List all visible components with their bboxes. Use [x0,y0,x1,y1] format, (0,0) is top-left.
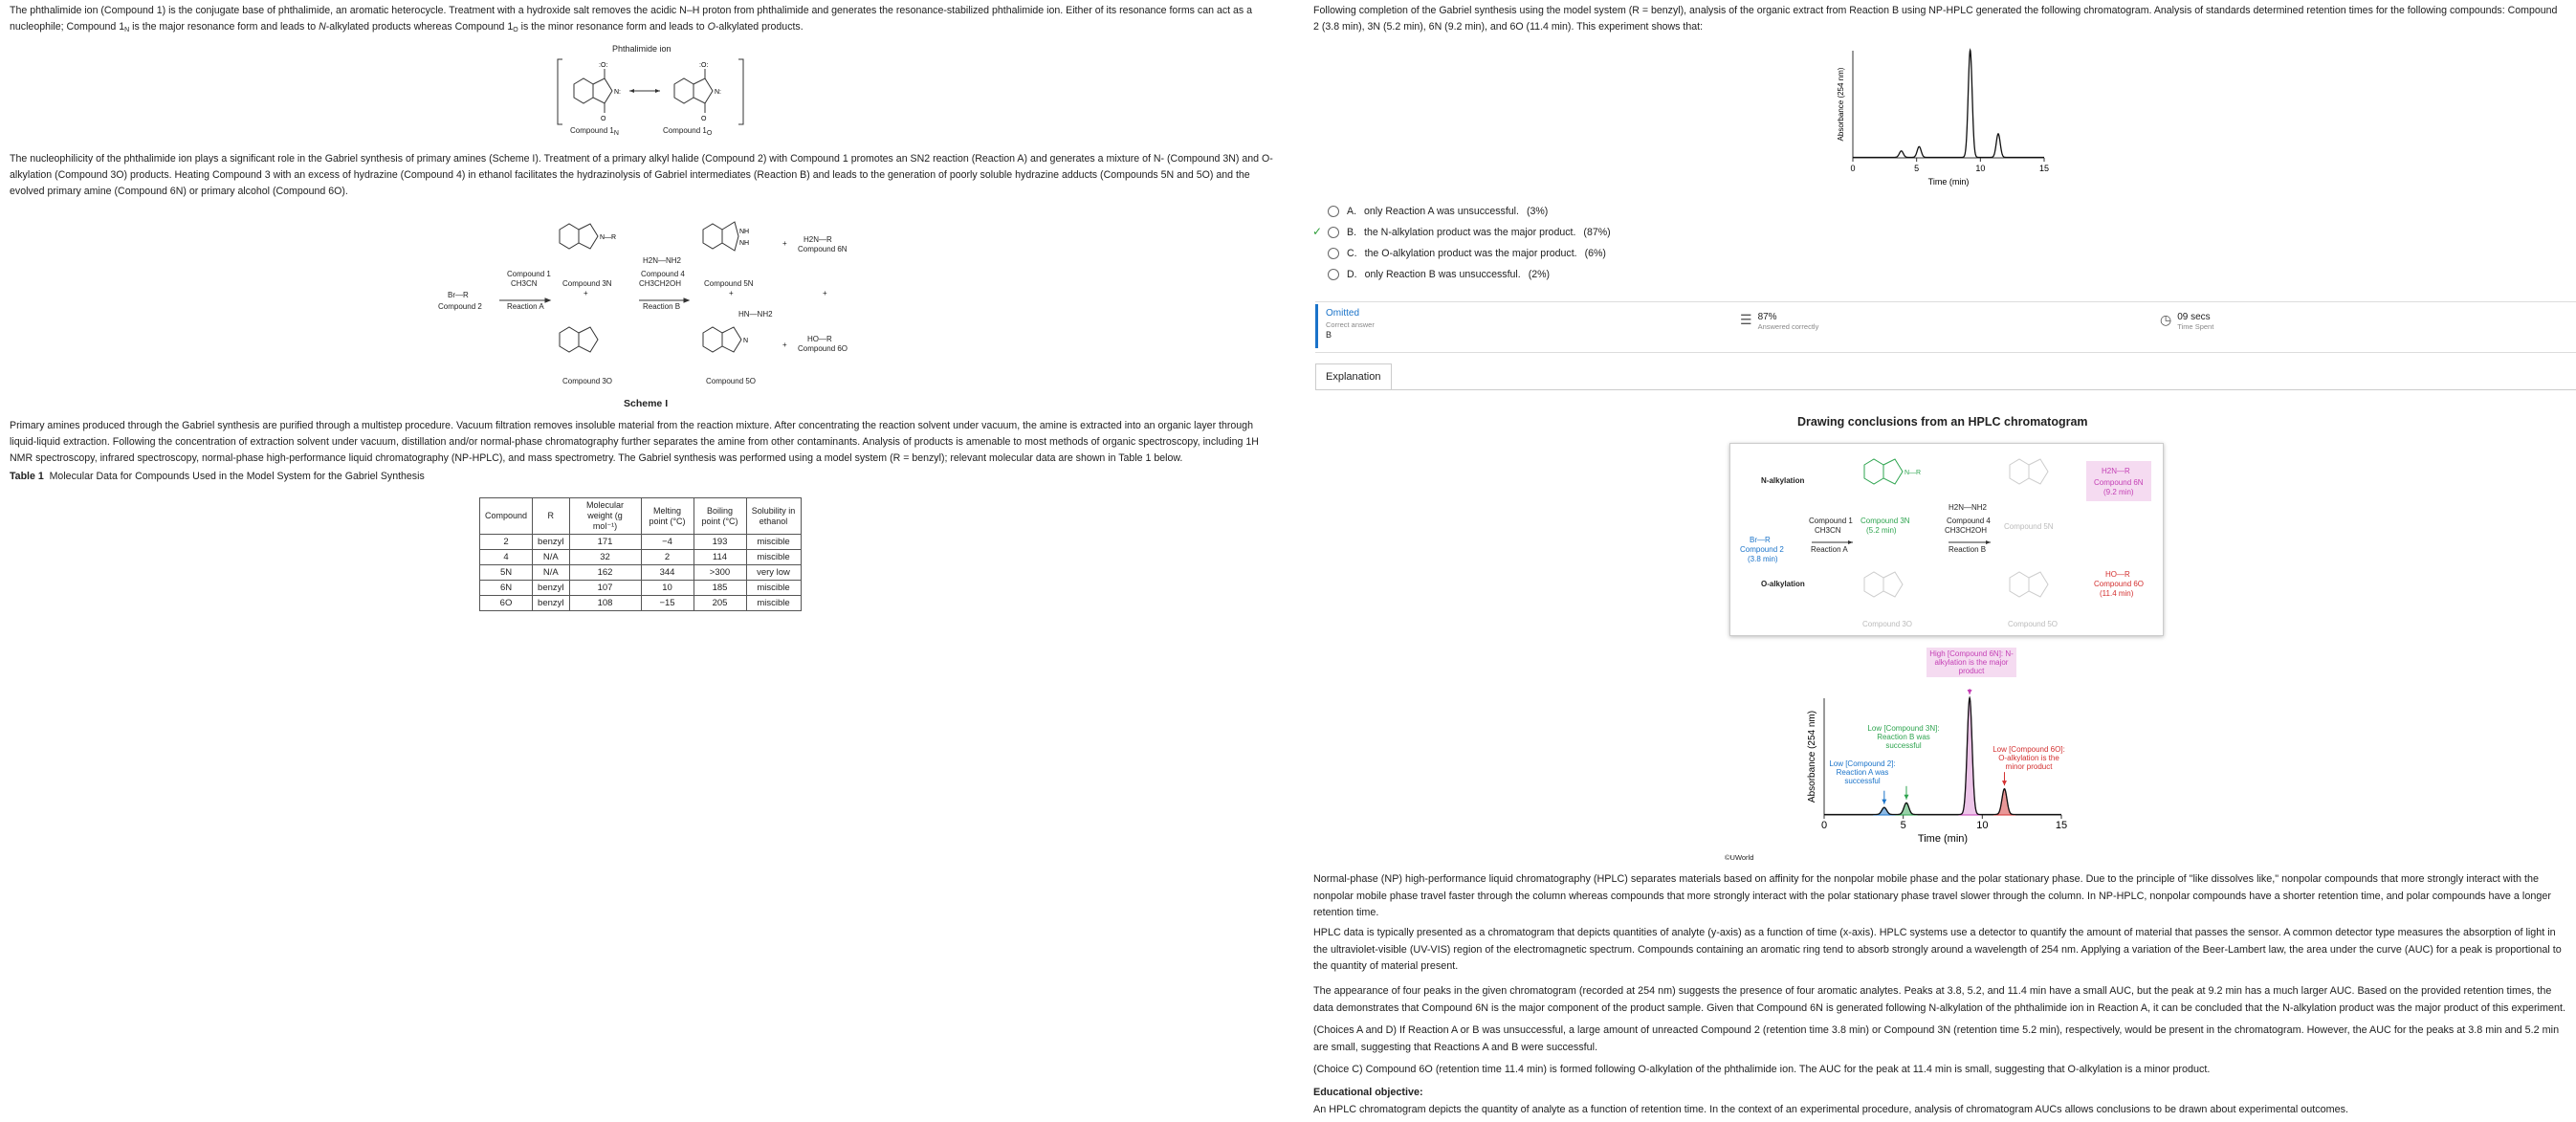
stats-bar [1315,301,2576,353]
o-alkylation-label: O-alkylation [1761,580,1805,588]
svg-text:N—R: N—R [1904,470,1922,476]
compound-1o-label: Compound 1O [663,126,713,137]
x-tick-label: 0 [1820,820,1828,831]
scheme-compound-6o: Compound 6O [798,344,848,353]
peak-arrowhead [1882,800,1886,804]
choice-c-radio[interactable] [1328,248,1339,259]
choice-c[interactable]: C. the O-alkylation product was the major product. (6%) [1328,248,1606,259]
explanation-choices-a-d: (Choices A and D) If Reaction A or B was unsuccessful, a large amount of unreacted Compound 2 (retention time 3.8 min) or Compound 3N (retention time 5.2 min), respectively, would be present in the chromatogram. However, the AUC for the peaks at 3.8 min and 5.2 min are small, suggesting that Reactions A and B were successful. [1313,1024,2560,1053]
svg-text::O:: :O: [599,62,608,69]
copyright: ©UWorld [1725,853,1754,862]
scheme-1 [430,201,880,392]
explanation-chromatogram [1798,689,2076,861]
peak-area [1993,789,2015,815]
peak-arrowhead [2002,781,2007,785]
scheme-compound-3n: Compound 3N [562,279,612,288]
choice-a-radio[interactable] [1328,206,1339,217]
scheme-plus-5: + [823,289,827,297]
figure-title: Drawing conclusions from an HPLC chromatogram [1797,415,2088,429]
table-header: Molecular weight (g mol⁻¹) [569,498,641,535]
question-stem: Following completion of the Gabriel synthesis using the model system (R = benzyl), analysis of the organic extract from Reaction B using NP-HPLC generated the following chromatogram. Analysis of standards determined retention times for the following compounds: Compound 2 (3.8 min), 3N (5.2 min), 6N (9.2 min), and 6O (11.4 min). This experiment shows that: [1313,5,2558,33]
x-tick-label: 10 [1976,820,1989,831]
fig-compound-4: Compound 4 [1947,517,1991,525]
callout-low-3n: Low [Compound 3N]: Reaction B was successful [1867,724,1940,750]
fig-compound-5n: Compound 5N [2004,522,2054,531]
fig-ethanol: CH3CH2OH [1945,526,1988,535]
table-row: 6N benzyl 107 10 185 miscible [480,581,802,596]
scheme-compound-6n: Compound 6N [798,245,848,253]
choice-b-radio[interactable] [1328,227,1339,238]
omitted-status: Omitted Correct answer B [1315,304,1375,348]
fig-compound-3o: Compound 3O [1862,620,1913,628]
x-axis-label: Time (min) [1927,177,1970,187]
fig-ch3cn: CH3CN [1815,526,1841,535]
explanation-paragraph-2: HPLC data is typically presented as a chromatogram that depicts quantities of analyte (y-axis) as a function of time (x-axis). HPLC systems use a detector to quantify the amount of material that passes the sensor. A common detector type measures the absorption of light in the ultraviolet-visible (UV-VIS) region of the electromagnetic spectrum. Compounds containing an aromatic ring tend to absorb strongly around a wavelength of 254 nm. Applying a variation of the Beer-Lambert law, the area under the curve (AUC) for a peak is proportional to the quantity of material present. [1313,927,2562,972]
scheme-compound-1: Compound 1 [507,270,551,278]
phthalimide-resonance-figure [555,55,746,130]
molecular-data-table [479,497,802,611]
fig-compound-6o-rt: (11.4 min) [2100,589,2134,598]
fig-h2nr: H2N—R [2102,467,2130,475]
scheme-reaction-a: Reaction A [507,302,544,311]
explanation-choice-c: (Choice C) Compound 6O (retention time 11.4 min) is formed following O-alkylation of the phthalimide ion. The AUC for the peak at 11.4 min is small, suggesting that O-alkylation is a minor product. [1313,1064,2211,1075]
compound-1n-label: Compound 1N [570,126,619,137]
explanation-scheme-drawing [1730,444,2163,635]
tab-divider [1315,389,2576,390]
svg-text:O: O [601,116,606,122]
chromatogram-trace [1824,698,2061,815]
phthalimide-title: Phthalimide ion [612,44,672,54]
table-header: Boiling point (°C) [694,498,746,535]
x-tick-label: 15 [2038,164,2050,173]
percent-correct: ☰ 87% Answered correctly [1740,312,1819,331]
scheme-compound-2: Compound 2 [438,302,482,311]
clock-icon: ◷ [2160,312,2172,327]
choice-d[interactable]: D. only Reaction B was unsuccessful. (2%) [1328,269,1550,280]
scheme-br-r: Br—R [448,291,469,299]
scheme-1-drawing [430,201,880,392]
explanation-paragraph-3: The appearance of four peaks in the given chromatogram (recorded at 254 nm) suggests the presence of four aromatic analytes. Peaks at 3.8, 5.2, and 11.4 min have a small AUC, but the peak at 9.2 min has a much larger AUC. Based on the provided retention times, the data demonstrates that Compound 6N is the major component of the product sample. Given that Compound 6N is generated following N-alkylation of the phthalimide ion in Reaction A, it can be concluded that the N-alkylation product was the major product of this experiment. [1313,985,2565,1014]
table-header: Compound [480,498,533,535]
tab-explanation[interactable]: Explanation [1315,363,1392,389]
fig-compound-6n: Compound 6N [2094,478,2144,487]
fig-reaction-b: Reaction B [1949,545,1987,554]
table-header: Solubility in ethanol [746,498,801,535]
scheme-compound-3o: Compound 3O [562,377,613,385]
scheme-h2nr: H2N—R [804,235,832,244]
explanation-paragraph-1: Normal-phase (NP) high-performance liquid chromatography (HPLC) separates materials based on affinity for the nonpolar mobile phase and the polar stationary phase. Due to the principle of "like dissolves like," nonpolar compounds that more strongly interact with the nonpolar mobile phase travel faster through the column whereas compounds that more strongly interact with the polar stationary phase travel slower through the column. In NP-HPLC, nonpolar compounds have a shorter retention time, and polar compounds have a longer retention time. [1313,873,2551,918]
passage-intro: The phthalimide ion (Compound 1) is the conjugate base of phthalimide, an aromatic heterocycle. Treatment with a hydroxide salt removes the acidic N–H proton from phthalimide and generates the resonance-stabilized phthalimide ion. Either of its resonance forms can act as a nucleophile; Compound $1_N$ is the major resonance form and leads to N-alkylated products whereas Compound $1_O$ is the minor resonance form and leads to O-alkylated products. [10,5,1253,33]
choice-d-radio[interactable] [1328,269,1339,280]
scheme-compound-4: Compound 4 [641,270,685,278]
choice-a[interactable]: A. only Reaction A was unsuccessful. (3%) [1328,206,1548,217]
n-alkylation-label: N-alkylation [1761,476,1805,485]
scheme-ch3cn: CH3CN [511,279,538,288]
peak-arrowhead [1968,690,1972,694]
svg-text:N—R: N—R [600,234,617,241]
fig-compound-1: Compound 1 [1809,517,1853,525]
y-axis-label: Absorbance (254 nm) [1837,67,1845,142]
bar-chart-icon: ☰ [1740,312,1752,327]
question-chromatogram [1822,43,2061,187]
callout-high-6n: High [Compound 6N]: N-alkylation is the major product [1926,648,2016,677]
fig-compound-3n: Compound 3N [1860,517,1910,525]
choice-b[interactable]: ✓ B. the N-alkylation product was the major product. (87%) [1312,225,1611,238]
passage-paragraph-2: The nucleophilicity of the phthalimide ion plays a significant role in the Gabriel synthesis of primary amines (Scheme I). Treatment of a primary alkyl halide (Compound 2) with Compound 1 promotes an SN2 reaction (Reaction A) and generates a mixture of N- (Compound 3N) and O-alkylation (Compound 3O) products. Heating Compound 3 with an excess of hydrazine (Compound 4) in ethanol facilitates the hydrazinolysis of Gabriel intermediates (Reaction B) and leads to the generation of poorly soluble hydrazine adducts (Compounds 5N and 5O) and the evolved primary amine (Compound 6N) or primary alcohol (Compound 6O). [10,153,1273,197]
scheme-hydrazine: H2N—NH2 [643,256,682,265]
educational-objective-title: Educational objective: [1313,1087,1423,1098]
table-row: 4 N/A 32 2 114 miscible [480,550,802,565]
table-row: 6O benzyl 108 −15 205 miscible [480,596,802,611]
chromatogram-trace [1853,51,2044,158]
fig-hydrazine: H2N—NH2 [1949,503,1988,512]
educational-objective: An HPLC chromatogram depicts the quantity of analyte as a function of retention time. In the context of an experimental procedure, analysis of chromatogram AUCs allows conclusions to be drawn about experimental outcomes. [1313,1104,2349,1115]
fig-compound-6n-rt: (9.2 min) [2103,488,2134,496]
scheme-plus-2: + [782,341,787,349]
fig-reaction-a: Reaction A [1811,545,1848,554]
callout-low-2: Low [Compound 2]: Reaction A was successful [1829,759,1896,785]
svg-text:O: O [701,116,707,122]
table-header: R [533,498,569,535]
x-tick-label: 10 [1975,164,1986,173]
fig-compound-2: Compound 2 [1740,545,1784,554]
passage-paragraph-3: Primary amines produced through the Gabriel synthesis are purified through a multistep procedure. Vacuum filtration removes insoluble material from the reaction mixture. After concentrating the reaction solvent under vacuum, the amine is extracted into an organic layer through liquid-liquid extraction. Following the concentration of extraction solvent under vacuum, distillation and/or normal-phase chromatography further separates the amine from other contaminants. Analysis of products is amenable to most methods of organic spectroscopy, including 1H NMR spectroscopy, infrared spectroscopy, normal-phase high-performance liquid chromatography (NP-HPLC), and mass spectrometry. The Gabriel synthesis was performed using a model system (R = benzyl); relevant molecular data are shown in Table 1 below. [10,420,1259,464]
scheme-hn-nh2: HN—NH2 [738,310,773,319]
x-tick-label: 0 [1850,164,1856,173]
x-tick-label: 15 [2055,820,2068,831]
table-header-row [480,498,802,535]
svg-text::O:: :O: [699,62,709,69]
scheme-plus-1: + [782,239,787,248]
peak-area [1895,803,1917,815]
scheme-reaction-b: Reaction B [643,302,681,311]
scheme-compound-5o: Compound 5O [706,377,757,385]
svg-text:N:: N: [715,89,721,96]
scheme-plus-4: + [729,289,734,297]
svg-text:NH: NH [739,229,750,235]
x-tick-label: 5 [1900,820,1906,831]
x-tick-label: 5 [1914,164,1920,173]
fig-compound-3n-rt: (5.2 min) [1866,526,1897,535]
svg-text:NH: NH [739,240,750,247]
peak-area [1959,698,1981,815]
scheme-compound-5n: Compound 5N [704,279,754,288]
explanation-scheme [1729,443,2164,636]
scheme-plus-3: + [583,289,588,297]
fig-compound-5o: Compound 5O [2008,620,2059,628]
table-header: Melting point (°C) [641,498,694,535]
scheme-hor: HO—R [807,335,832,343]
fig-br-r: Br—R [1750,536,1771,544]
correct-check-icon: ✓ [1312,225,1323,238]
scheme-title: Scheme I [624,398,669,409]
peak-arrowhead [1904,795,1908,800]
y-axis-label: Absorbance (254 nm) [1807,710,1817,803]
table-1-caption: Table 1 Molecular Data for Compounds Used in the Model System for the Gabriel Synthesis [10,471,425,482]
fig-hor: HO—R [2105,570,2130,579]
fig-compound-6o: Compound 6O [2094,580,2145,588]
table-row: 5N N/A 162 344 >300 very low [480,565,802,581]
fig-compound-2-rt: (3.8 min) [1748,555,1778,563]
x-axis-label: Time (min) [1917,833,1969,845]
table-row: 2 benzyl 171 −4 193 miscible [480,535,802,550]
callout-low-6o: Low [Compound 6O]: O-alkylation is the minor product [1993,745,2065,771]
scheme-ethanol: CH3CH2OH [639,279,682,288]
svg-text:N:: N: [614,89,621,96]
time-spent: ◷ 09 secs Time Spent [2160,312,2214,331]
svg-text:N: N [743,338,749,344]
